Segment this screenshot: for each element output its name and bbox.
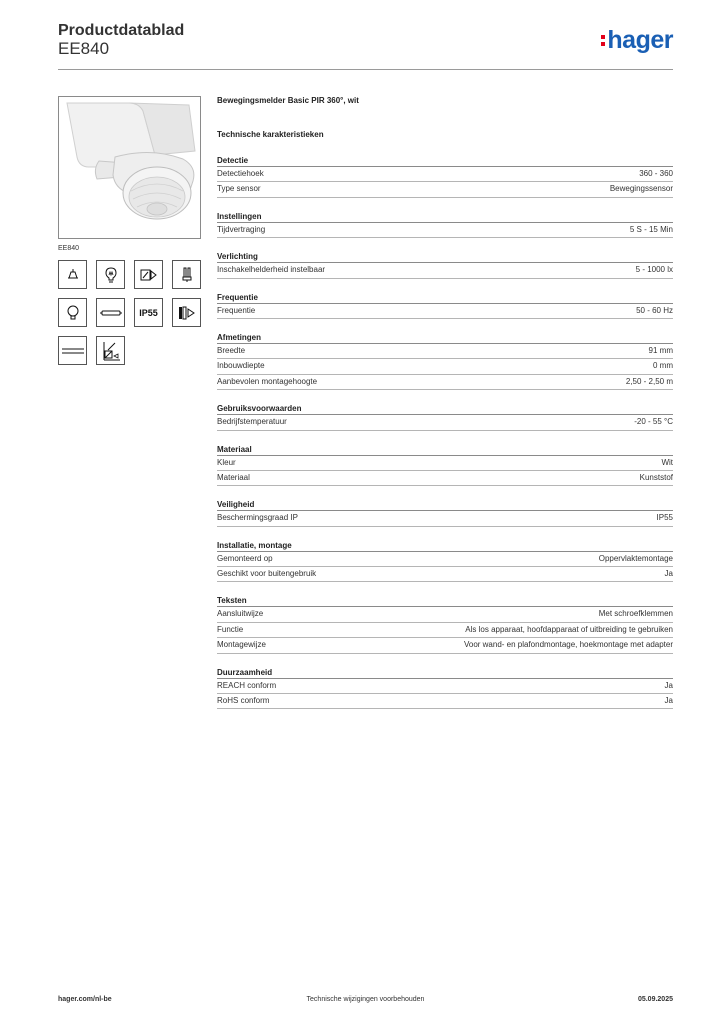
spec-label: Functie (217, 624, 244, 634)
spec-label: Aanbevolen montagehoogte (217, 376, 318, 386)
spec-section (217, 156, 673, 198)
footer-url[interactable]: hager.com/nl-be (58, 996, 112, 1003)
motion-detector-illustration (59, 97, 201, 239)
spec-value: 2,50 - 2,50 m (625, 376, 673, 386)
linear-lamp-icon (58, 336, 87, 365)
spec-label: Detectiehoek (217, 169, 264, 178)
section-title: Materiaal (217, 445, 673, 456)
spec-row (217, 223, 673, 238)
section-title: Installatie, montage (217, 541, 673, 552)
ip-rating-label: IP55 (139, 307, 158, 318)
spec-section (217, 252, 673, 278)
spec-row (217, 638, 673, 653)
spec-row (217, 552, 673, 567)
spec-row (217, 415, 673, 430)
spec-value: Met schroefklemmen (598, 609, 673, 619)
hager-logo[interactable] (601, 26, 673, 55)
spec-section (217, 404, 673, 430)
spec-label: Bedrijfstemperatuur (217, 417, 287, 427)
product-image (58, 96, 201, 239)
spec-label: Inschakelhelderheid instelbaar (217, 265, 326, 275)
spec-row (217, 167, 673, 182)
spec-value: Oppervlaktemontage (598, 553, 673, 563)
section-title: Verlichting (217, 252, 673, 263)
footer-date: 05.09.2025 (637, 996, 673, 1003)
spec-value: 91 mm (648, 345, 673, 355)
spec-section (217, 668, 673, 710)
spec-value: 50 - 60 Hz (636, 305, 673, 315)
bulb-icon (58, 298, 87, 327)
section-title: Gebruiksvoorwaarden (217, 404, 673, 415)
motion-sensor-icon (172, 298, 201, 327)
tube-lamp-icon (96, 298, 125, 327)
spec-label: Frequentie (217, 305, 256, 315)
page-header (58, 20, 673, 70)
document-title: Productdatablad (58, 22, 185, 39)
spec-value: -20 - 55 °C (634, 417, 673, 427)
spec-row (217, 344, 673, 359)
spec-section (217, 596, 673, 653)
section-title: Teksten (217, 596, 673, 607)
spec-row (217, 567, 673, 582)
section-title: Veiligheid (217, 500, 673, 511)
spec-value: Ja (664, 696, 673, 706)
spec-label: Geschikt voor buitengebruik (217, 569, 317, 579)
spec-value: 360 - 360 (639, 169, 673, 178)
icon-grid (58, 260, 201, 365)
spec-value: Wit (661, 457, 673, 467)
ceiling-lamp-icon (58, 260, 87, 289)
spec-value: Bewegingssensor (609, 184, 673, 194)
spec-row (217, 511, 673, 526)
spec-value: 5 S - 15 Min (629, 224, 673, 234)
specifications-column (217, 96, 673, 709)
spec-row (217, 304, 673, 319)
spec-row (217, 471, 673, 486)
spec-row (217, 623, 673, 638)
spec-row (217, 679, 673, 694)
technical-characteristics-title: Technische karakteristieken (217, 130, 324, 139)
spec-value: 0 mm (653, 361, 673, 371)
spec-section (217, 293, 673, 319)
section-title: Frequentie (217, 293, 673, 304)
section-title: Detectie (217, 156, 673, 167)
mounting-angle-icon (96, 336, 125, 365)
logo-text: hager (607, 26, 673, 54)
spec-row (217, 694, 673, 709)
product-code: EE840 (58, 39, 110, 58)
section-title: Instellingen (217, 212, 673, 223)
spec-value: Kunststof (639, 472, 673, 482)
product-media-column (58, 96, 201, 365)
spec-row (217, 375, 673, 390)
spec-label: REACH conform (217, 680, 277, 690)
spec-label: RoHS conform (217, 696, 270, 706)
spec-row (217, 359, 673, 374)
logo-dots-icon (601, 35, 605, 46)
spec-label: Beschermingsgraad IP (217, 513, 298, 523)
spec-value: Ja (664, 569, 673, 579)
spec-label: Inbouwdiepte (217, 361, 265, 371)
spec-row (217, 182, 673, 197)
section-title: Duurzaamheid (217, 668, 673, 679)
footer-notice: Technische wijzigingen voorbehouden (306, 996, 425, 1003)
spec-section (217, 541, 673, 583)
bulb-filament-icon (96, 260, 125, 289)
spec-label: Breedte (217, 345, 246, 355)
spec-value: Als los apparaat, hoofdapparaat of uitbreiding te gebruiken (465, 624, 673, 634)
spec-label: Type sensor (217, 184, 261, 194)
image-caption: EE840 (58, 245, 80, 252)
spec-label: Gemonteerd op (217, 553, 273, 563)
spec-section (217, 445, 673, 487)
spec-value: 5 - 1000 lx (635, 265, 673, 275)
spec-row (217, 607, 673, 622)
spec-section (217, 212, 673, 238)
spec-row (217, 456, 673, 471)
product-name: Bewegingsmelder Basic PIR 360°, wit (217, 96, 359, 105)
spec-row (217, 263, 673, 278)
spec-value: Voor wand- en plafondmontage, hoekmontage met adapter (463, 640, 673, 650)
spec-section (217, 500, 673, 526)
spec-label: Kleur (217, 457, 236, 467)
spec-label: Tijdvertraging (217, 224, 266, 234)
spec-label: Materiaal (217, 472, 250, 482)
ip-rating-icon (134, 298, 163, 327)
transformer-lamp-icon (134, 260, 163, 289)
spec-label: Aansluitwijze (217, 609, 264, 619)
section-title: Afmetingen (217, 333, 673, 344)
spec-value: Ja (664, 680, 673, 690)
fluorescent-tube-icon (172, 260, 201, 289)
spec-sections (217, 156, 673, 709)
spec-label: Montagewijze (217, 640, 266, 650)
spec-value: IP55 (656, 513, 673, 523)
spec-section (217, 333, 673, 390)
